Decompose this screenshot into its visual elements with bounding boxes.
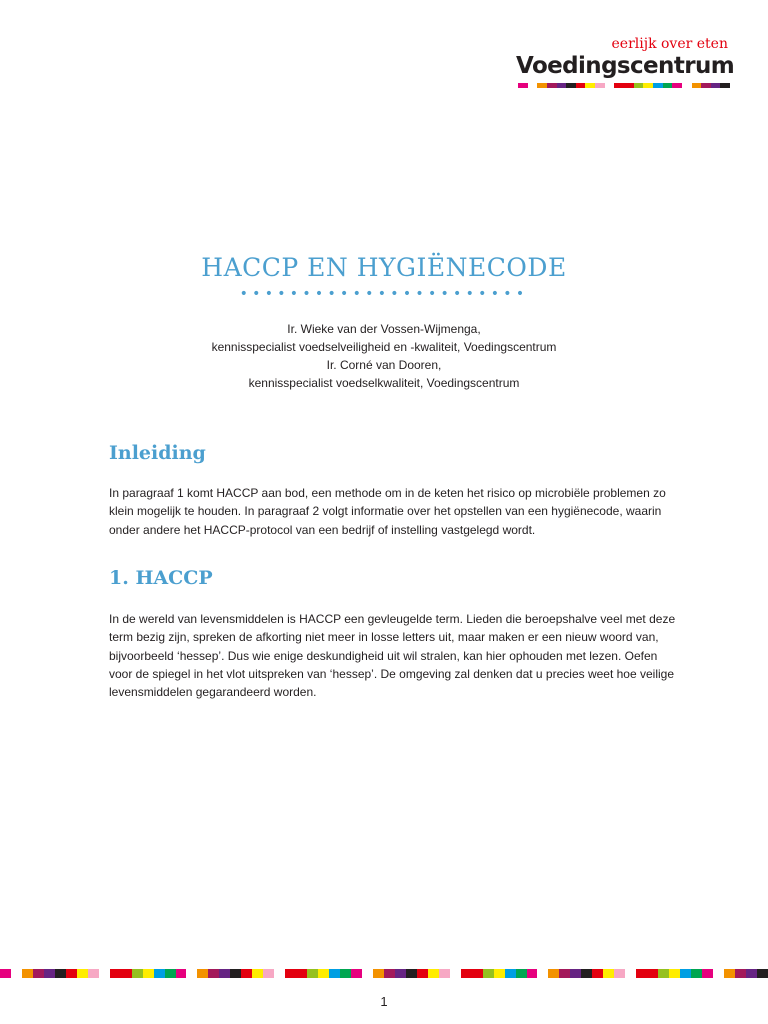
stripe-segment [691, 969, 702, 978]
stripe-segment [121, 969, 132, 978]
stripe-segment [483, 969, 494, 978]
stripe-segment [680, 969, 691, 978]
author-line: Ir. Corné van Dooren, [326, 358, 442, 372]
stripe-segment [373, 969, 384, 978]
stripe-segment [450, 969, 461, 978]
stripe-segment [570, 969, 581, 978]
stripe-segment [329, 969, 340, 978]
stripe-segment [527, 969, 538, 978]
stripe-segment [605, 83, 615, 88]
stripe-segment [634, 83, 644, 88]
stripe-segment [33, 969, 44, 978]
stripe-segment [88, 969, 99, 978]
stripe-segment [505, 969, 516, 978]
stripe-segment [351, 969, 362, 978]
section-paragraph-haccp: In de wereld van levensmiddelen is HACCP een gevleugelde term. Lieden die beroepshalve veel met deze term bezig zijn, spreken de afkorting niet meer in losse letters uit, maar maken er een nieuw woord van, bijvoorbeeld ‘hessep’. Dus wie enige deskundigheid uit wil stralen, kan hier ophouden met lezen. Oefen voor de spiegel in het vlot uitspreken van ‘hessep’. De omgeving zal denken dat u precies weet hoe veilige levensmiddelen gegarandeerd worden. [109, 612, 676, 700]
stripe-segment [537, 969, 548, 978]
stripe-segment [176, 969, 187, 978]
stripe-segment [318, 969, 329, 978]
stripe-segment [428, 969, 439, 978]
stripe-segment [647, 969, 658, 978]
stripe-segment [110, 969, 121, 978]
stripe-segment [518, 83, 528, 88]
stripe-segment [702, 969, 713, 978]
stripe-segment [672, 83, 682, 88]
stripe-segment [99, 969, 110, 978]
stripe-segment [592, 969, 603, 978]
stripe-segment [603, 969, 614, 978]
stripe-segment [692, 83, 702, 88]
stripe-segment [682, 83, 692, 88]
stripe-segment [395, 969, 406, 978]
stripe-segment [581, 969, 592, 978]
stripe-segment [22, 969, 33, 978]
document-title: HACCP EN HYGIËNECODE [201, 253, 567, 282]
author-line: kennisspecialist voedselveiligheid en -kwaliteit, Voedingscentrum [211, 340, 557, 354]
stripe-segment [0, 969, 11, 978]
logo-name: Voedingscentrum [516, 53, 735, 79]
author-line: Ir. Wieke van der Vossen-Wijmenga, [287, 322, 481, 336]
stripe-segment [711, 83, 721, 88]
stripe-segment [614, 83, 624, 88]
stripe-segment [44, 969, 55, 978]
stripe-segment [11, 969, 22, 978]
stripe-segment [595, 83, 605, 88]
stripe-segment [566, 83, 576, 88]
stripe-segment [516, 969, 527, 978]
stripe-segment [263, 969, 274, 978]
section-heading-inleiding: Inleiding [109, 442, 206, 464]
stripe-segment [643, 83, 653, 88]
stripe-segment [585, 83, 595, 88]
stripe-segment [528, 83, 538, 88]
stripe-segment [624, 83, 634, 88]
stripe-segment [143, 969, 154, 978]
stripe-segment [653, 83, 663, 88]
stripe-segment [285, 969, 296, 978]
stripe-segment [757, 969, 768, 978]
stripe-segment [77, 969, 88, 978]
stripe-segment [197, 969, 208, 978]
logo-color-stripe [518, 83, 730, 88]
section-heading-haccp: 1. HACCP [109, 567, 213, 589]
stripe-segment [701, 83, 711, 88]
author-line: kennisspecialist voedselkwaliteit, Voedingscentrum [248, 376, 520, 390]
stripe-segment [746, 969, 757, 978]
stripe-segment [230, 969, 241, 978]
page-number: 1 [380, 994, 388, 1009]
stripe-segment [252, 969, 263, 978]
stripe-segment [625, 969, 636, 978]
stripe-segment [296, 969, 307, 978]
title-dotted-divider: ••••••••••••••••••••••• [239, 286, 529, 302]
stripe-segment [241, 969, 252, 978]
stripe-segment [406, 969, 417, 978]
stripe-segment [439, 969, 450, 978]
stripe-segment [547, 83, 557, 88]
stripe-segment [208, 969, 219, 978]
logo-tagline: eerlijk over eten [611, 36, 728, 52]
stripe-segment [154, 969, 165, 978]
stripe-segment [636, 969, 647, 978]
stripe-segment [362, 969, 373, 978]
stripe-segment [658, 969, 669, 978]
stripe-segment [735, 969, 746, 978]
stripe-segment [274, 969, 285, 978]
stripe-segment [186, 969, 197, 978]
stripe-segment [472, 969, 483, 978]
stripe-segment [165, 969, 176, 978]
bottom-color-stripe [0, 969, 768, 978]
stripe-segment [132, 969, 143, 978]
stripe-segment [461, 969, 472, 978]
section-paragraph-inleiding: In paragraaf 1 komt HACCP aan bod, een methode om in de keten het risico op microbiële problemen zo klein mogelijk te houden. In paragraaf 2 volgt informatie over het opstellen van een hygiënecode, waarin onder andere het HACCP-protocol van een bedrijf of instelling vastgelegd wordt. [109, 486, 666, 537]
stripe-segment [66, 969, 77, 978]
stripe-segment [340, 969, 351, 978]
stripe-segment [384, 969, 395, 978]
stripe-segment [720, 83, 730, 88]
authors-block [0, 320, 768, 392]
stripe-segment [537, 83, 547, 88]
voedingscentrum-logo [516, 36, 735, 88]
stripe-segment [614, 969, 625, 978]
stripe-segment [576, 83, 586, 88]
stripe-segment [663, 83, 673, 88]
stripe-segment [307, 969, 318, 978]
stripe-segment [724, 969, 735, 978]
stripe-segment [713, 969, 724, 978]
stripe-segment [55, 969, 66, 978]
stripe-segment [494, 969, 505, 978]
stripe-segment [557, 83, 567, 88]
stripe-segment [559, 969, 570, 978]
stripe-segment [219, 969, 230, 978]
stripe-segment [548, 969, 559, 978]
stripe-segment [417, 969, 428, 978]
stripe-segment [669, 969, 680, 978]
